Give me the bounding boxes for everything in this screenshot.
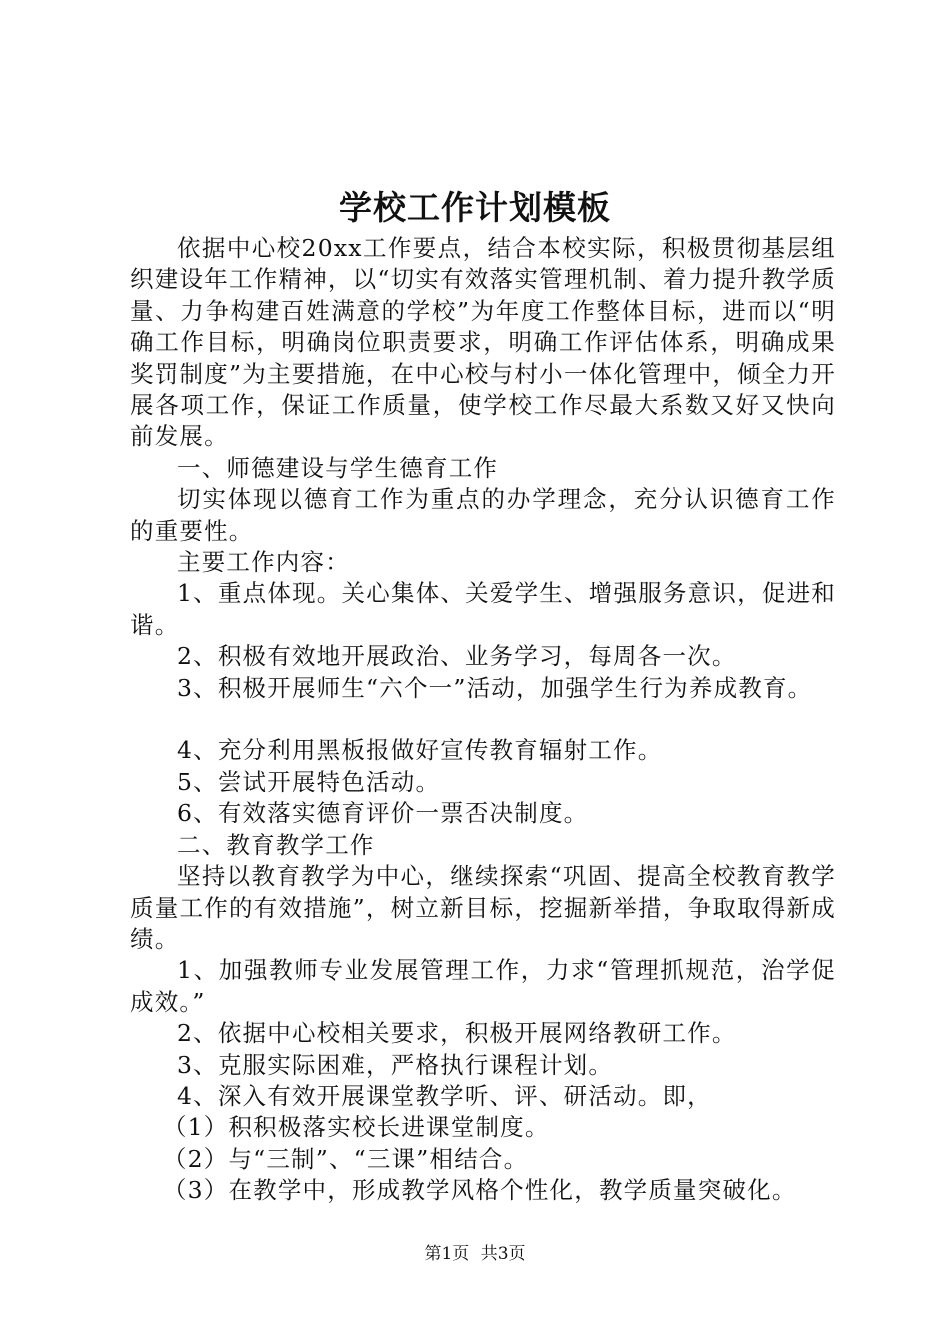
- list-item-moral-3: 3、积极开展师生“六个一”活动，加强学生行为养成教育。: [177, 673, 813, 702]
- list-item-teaching-1: 1、加强教师专业发展管理工作，力求“管理抓规范，治学促成效。”: [130, 956, 836, 1016]
- page-title: 学校工作计划模板: [339, 188, 611, 227]
- list-item-teaching-2: 2、依据中心校相关要求，积极开展网络教研工作。: [177, 1019, 737, 1048]
- list-item-moral-4: 4、充分利用黑板报做好宣传教育辐射工作。: [177, 736, 663, 765]
- list-item-moral-6: 6、有效落实德育评价一票否决制度。: [177, 799, 589, 828]
- list-item-moral-5: 5、尝试开展特色活动。: [177, 767, 441, 796]
- paragraph-intro: 依据中心校20xx工作要点，结合本校实际，积极贯彻基层组织建设年工作精神，以“切实有效落实管理机制、着力提升教学质量、力争构建百姓满意的学校”为年度工作整体目标，进而以“明确工作目标，明确岗位职责要求，明确工作评估体系，明确成果奖罚制度”为主要措施，在中心校与村小一体化管理中，倾全力开展各项工作，保证工作质量，使学校工作尽最大系数又好又快向前发展。: [130, 234, 836, 451]
- paragraph-teaching: 坚持以教育教学为中心，继续探索“巩固、提高全校教育教学质量工作的有效措施”，树立新目标，挖掘新举措，争取取得新成绩。: [130, 862, 836, 953]
- paragraph-moral-education: 切实体现以德育工作为重点的办学理念，充分认识德育工作的重要性。: [130, 485, 836, 545]
- list-item-moral-1: 1、重点体现。关心集体、关爱学生、增强服务意识，促进和谐。: [130, 579, 836, 639]
- list-item-teaching-3: 3、克服实际困难，严格执行课程计划。: [177, 1050, 614, 1079]
- page-total: 共3页: [480, 1244, 526, 1264]
- section-heading-teaching: 二、教育教学工作: [177, 830, 375, 859]
- page-footer: [0, 1243, 950, 1265]
- list-item-moral-2: 2、积极有效地开展政治、业务学习，每周各一次。: [177, 642, 737, 671]
- section-heading-moral-education: 一、师德建设与学生德育工作: [177, 453, 499, 482]
- sub-item-teaching-4-2: （2）与“三制”、“三课”相结合。: [162, 1144, 529, 1173]
- document-body: [130, 233, 836, 1207]
- list-item-teaching-4: 4、深入有效开展课堂教学听、评、研活动。即，: [177, 1081, 712, 1110]
- sub-item-teaching-4-3: （3）在教学中，形成教学风格个性化，教学质量突破化。: [162, 1176, 797, 1205]
- page-number: 第1页: [424, 1244, 470, 1264]
- paragraph-main-tasks-label: 主要工作内容：: [177, 548, 350, 577]
- sub-item-teaching-4-1: （1）积积极落实校长进课堂制度。: [162, 1113, 550, 1142]
